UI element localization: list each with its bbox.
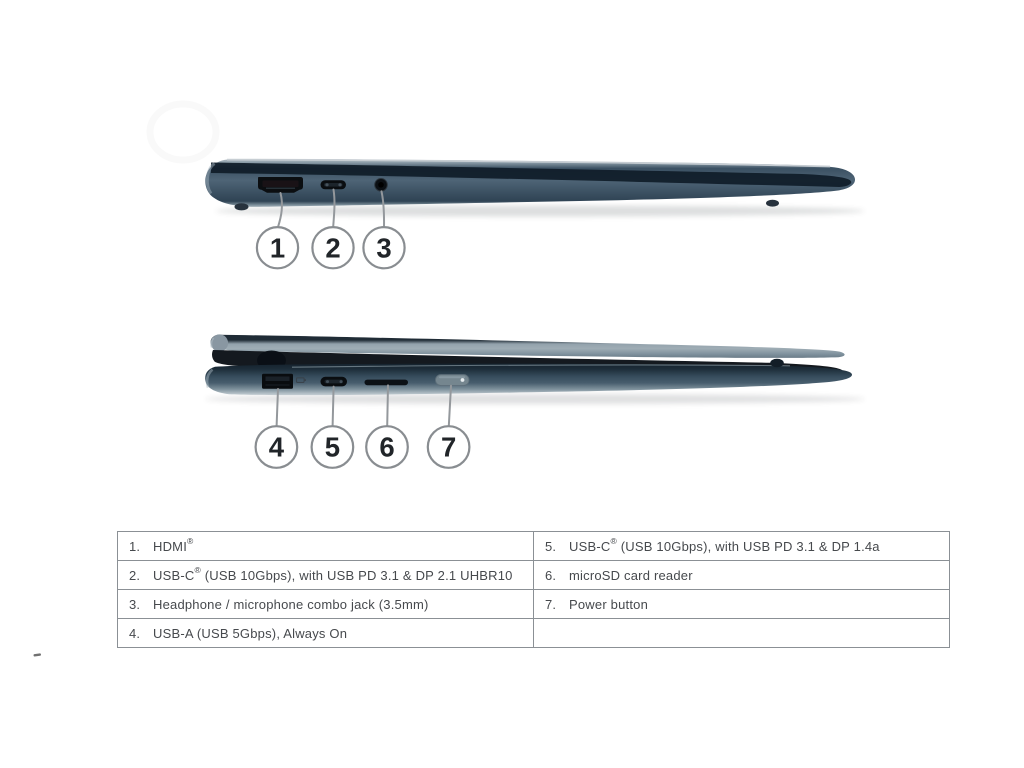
table-cell-2 — [118, 560, 534, 589]
label-text: USB-C — [153, 567, 195, 583]
row-number: 1. — [129, 538, 141, 554]
table-cell-3 — [118, 589, 534, 618]
row-label — [153, 536, 194, 554]
stray-mark — [33, 653, 41, 656]
callout-1 — [257, 227, 298, 268]
table-cell-7 — [534, 589, 949, 618]
row-number: 2. — [129, 567, 141, 583]
row-label — [153, 626, 347, 641]
label-text: Power button — [569, 596, 649, 612]
callout-7 — [428, 426, 470, 468]
power-led — [461, 378, 465, 382]
microsd-slot-icon — [365, 380, 409, 386]
table-cell-4 — [118, 618, 534, 647]
table-cell-5 — [534, 532, 949, 560]
usb-c-port-icon — [321, 180, 347, 189]
table-cell-6 — [534, 560, 949, 589]
port-spec-table — [117, 531, 950, 648]
leader-line-6 — [387, 385, 388, 426]
row-label — [569, 568, 693, 583]
row-number: 6. — [545, 567, 557, 583]
laptop-right-side-view — [205, 334, 865, 404]
label-text: (USB 10Gbps), with USB PD 3.1 & DP 2.1 UHBR10 — [200, 567, 513, 583]
usb-c-port-icon — [321, 377, 348, 387]
hdmi-port-icon — [258, 177, 303, 193]
leader-line-5 — [333, 387, 334, 427]
table-cell-1 — [118, 532, 534, 560]
label-text: microSD card reader — [569, 567, 693, 583]
callout-6-number: 6 — [379, 431, 395, 463]
row-label — [153, 565, 513, 583]
registered-mark: ® — [194, 565, 201, 576]
headphone-jack-icon — [375, 179, 388, 192]
callout-1-number: 1 — [269, 232, 286, 264]
row-number: 3. — [129, 596, 141, 612]
callout-5 — [312, 426, 354, 468]
usb-a-port-icon — [262, 374, 293, 389]
callout-3 — [363, 227, 404, 268]
callout-5-number: 5 — [324, 431, 341, 463]
power-button-icon — [436, 375, 470, 386]
callout-7-number: 7 — [440, 431, 457, 463]
label-text: USB-A (USB 5Gbps), Always On — [153, 625, 348, 641]
laptop-left-side-view — [205, 159, 865, 217]
row-number: 7. — [545, 596, 557, 612]
callout-6 — [366, 426, 408, 468]
laptop-shadow — [205, 394, 865, 404]
callout-2 — [312, 227, 353, 268]
label-text: (USB 10Gbps), with USB PD 3.1 & DP 1.4a — [616, 538, 880, 554]
row-label — [569, 597, 648, 612]
callout-4 — [256, 426, 298, 468]
faint-watermark-circle — [150, 104, 216, 160]
leader-line-2 — [333, 190, 334, 227]
callout-4-number: 4 — [268, 431, 285, 463]
rubber-stopper — [770, 359, 784, 367]
laptop-shadow — [215, 206, 865, 217]
label-text: Headphone / microphone combo jack (3.5mm) — [153, 596, 429, 612]
laptop-base — [205, 364, 852, 395]
leader-line-4 — [277, 389, 278, 426]
rubber-foot — [235, 203, 249, 210]
row-label — [569, 536, 880, 554]
callout-2-number: 2 — [325, 232, 341, 264]
registered-mark: ® — [187, 536, 194, 547]
lid-left-cap — [211, 334, 228, 351]
label-text: HDMI — [153, 538, 188, 554]
callout-3-number: 3 — [376, 232, 392, 264]
registered-mark: ® — [610, 536, 617, 547]
rubber-foot — [766, 200, 779, 207]
row-number: 4. — [129, 625, 141, 641]
label-text: USB-C — [569, 538, 611, 554]
table-cell-empty — [534, 618, 949, 647]
row-number: 5. — [545, 538, 557, 554]
row-label — [153, 597, 429, 612]
